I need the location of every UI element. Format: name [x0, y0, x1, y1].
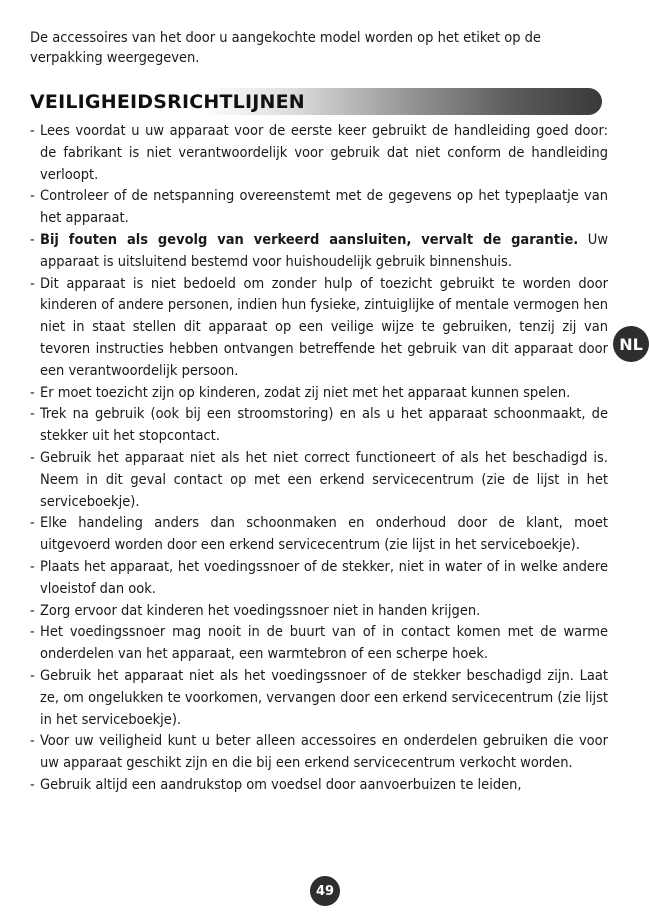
safety-rule: - Gebruik het apparaat niet als het niet correct functioneert of als het beschadigd is. Neem in dit geval contact op met een erkend servicecentrum (zie de lijst in het serviceboekje).: [28, 448, 608, 513]
safety-rule: - Trek na gebruik (ook bij een stroomstoring) en als u het apparaat schoonmaakt, de stekker uit het stopcontact.: [28, 404, 608, 448]
safety-rule: - Gebruik het apparaat niet als het voedingssnoer of de stekker beschadigd zijn. Laat ze, om ongelukken te voorkomen, vervangen door een erkend servicecentrum (zie lijst in het serviceboekje).: [28, 666, 608, 731]
language-badge: NL: [613, 326, 649, 362]
warranty-warning: Bij fouten als gevolg van verkeerd aansluiten, vervalt de garantie.: [40, 231, 579, 248]
safety-rule: - Gebruik altijd een aandrukstop om voedsel door aanvoerbuizen te leiden,: [28, 775, 608, 797]
safety-rule: - Het voedingssnoer mag nooit in de buurt van of in contact komen met de warme onderdelen van het apparaat, een warmtebron of een scherpe hoek.: [28, 622, 608, 666]
safety-rule: - Er moet toezicht zijn op kinderen, zodat zij niet met het apparaat kunnen spelen.: [28, 383, 608, 405]
intro-paragraph: De accessoires van het door u aangekochte model worden op het etiket op de verpakking weergegeven.: [30, 30, 541, 66]
safety-rule: - Plaats het apparaat, het voedingssnoer of de stekker, niet in water of in welke andere vloeistof dan ook.: [28, 557, 608, 601]
section-heading: VEILIGHEIDSRICHTLIJNEN: [30, 91, 305, 113]
page-number: 49: [310, 876, 340, 906]
safety-rule: - Voor uw veiligheid kunt u beter alleen accessoires en onderdelen gebruiken die voor uw apparaat geschikt zijn en die bij een erkend servicecentrum verkocht worden.: [28, 731, 608, 775]
safety-rule: - Bij fouten als gevolg van verkeerd aansluiten, vervalt de garantie. Uw apparaat is uitsluitend bestemd voor huishoudelijk gebruik binnenshuis.: [28, 230, 608, 274]
safety-rule: - Zorg ervoor dat kinderen het voedingssnoer niet in handen krijgen.: [28, 601, 608, 623]
safety-rules-list: [28, 121, 608, 797]
safety-rule: - Elke handeling anders dan schoonmaken en onderhoud door de klant, moet uitgevoerd worden door een erkend servicecentrum (zie lijst in het serviceboekje).: [28, 513, 608, 557]
safety-rule: - Lees voordat u uw apparaat voor de eerste keer gebruikt de handleiding goed door: de fabrikant is niet verantwoordelijk voor gebruik dat niet conform de handleiding verloopt.: [28, 121, 608, 186]
safety-rule: - Dit apparaat is niet bedoeld om zonder hulp of toezicht gebruikt te worden door kinderen of andere personen, indien hun fysieke, zintuiglijke of mentale vermogen hen niet in staat stellen dit apparaat op een veilige wijze te gebruiken, tenzij zij van tevoren instructies hebben ontvangen betreffende het gebruik van dit apparaat door een verantwoordelijk persoon.: [28, 274, 608, 383]
safety-rule: - Controleer of de netspanning overeenstemt met de gegevens op het typeplaatje van het apparaat.: [28, 186, 608, 230]
